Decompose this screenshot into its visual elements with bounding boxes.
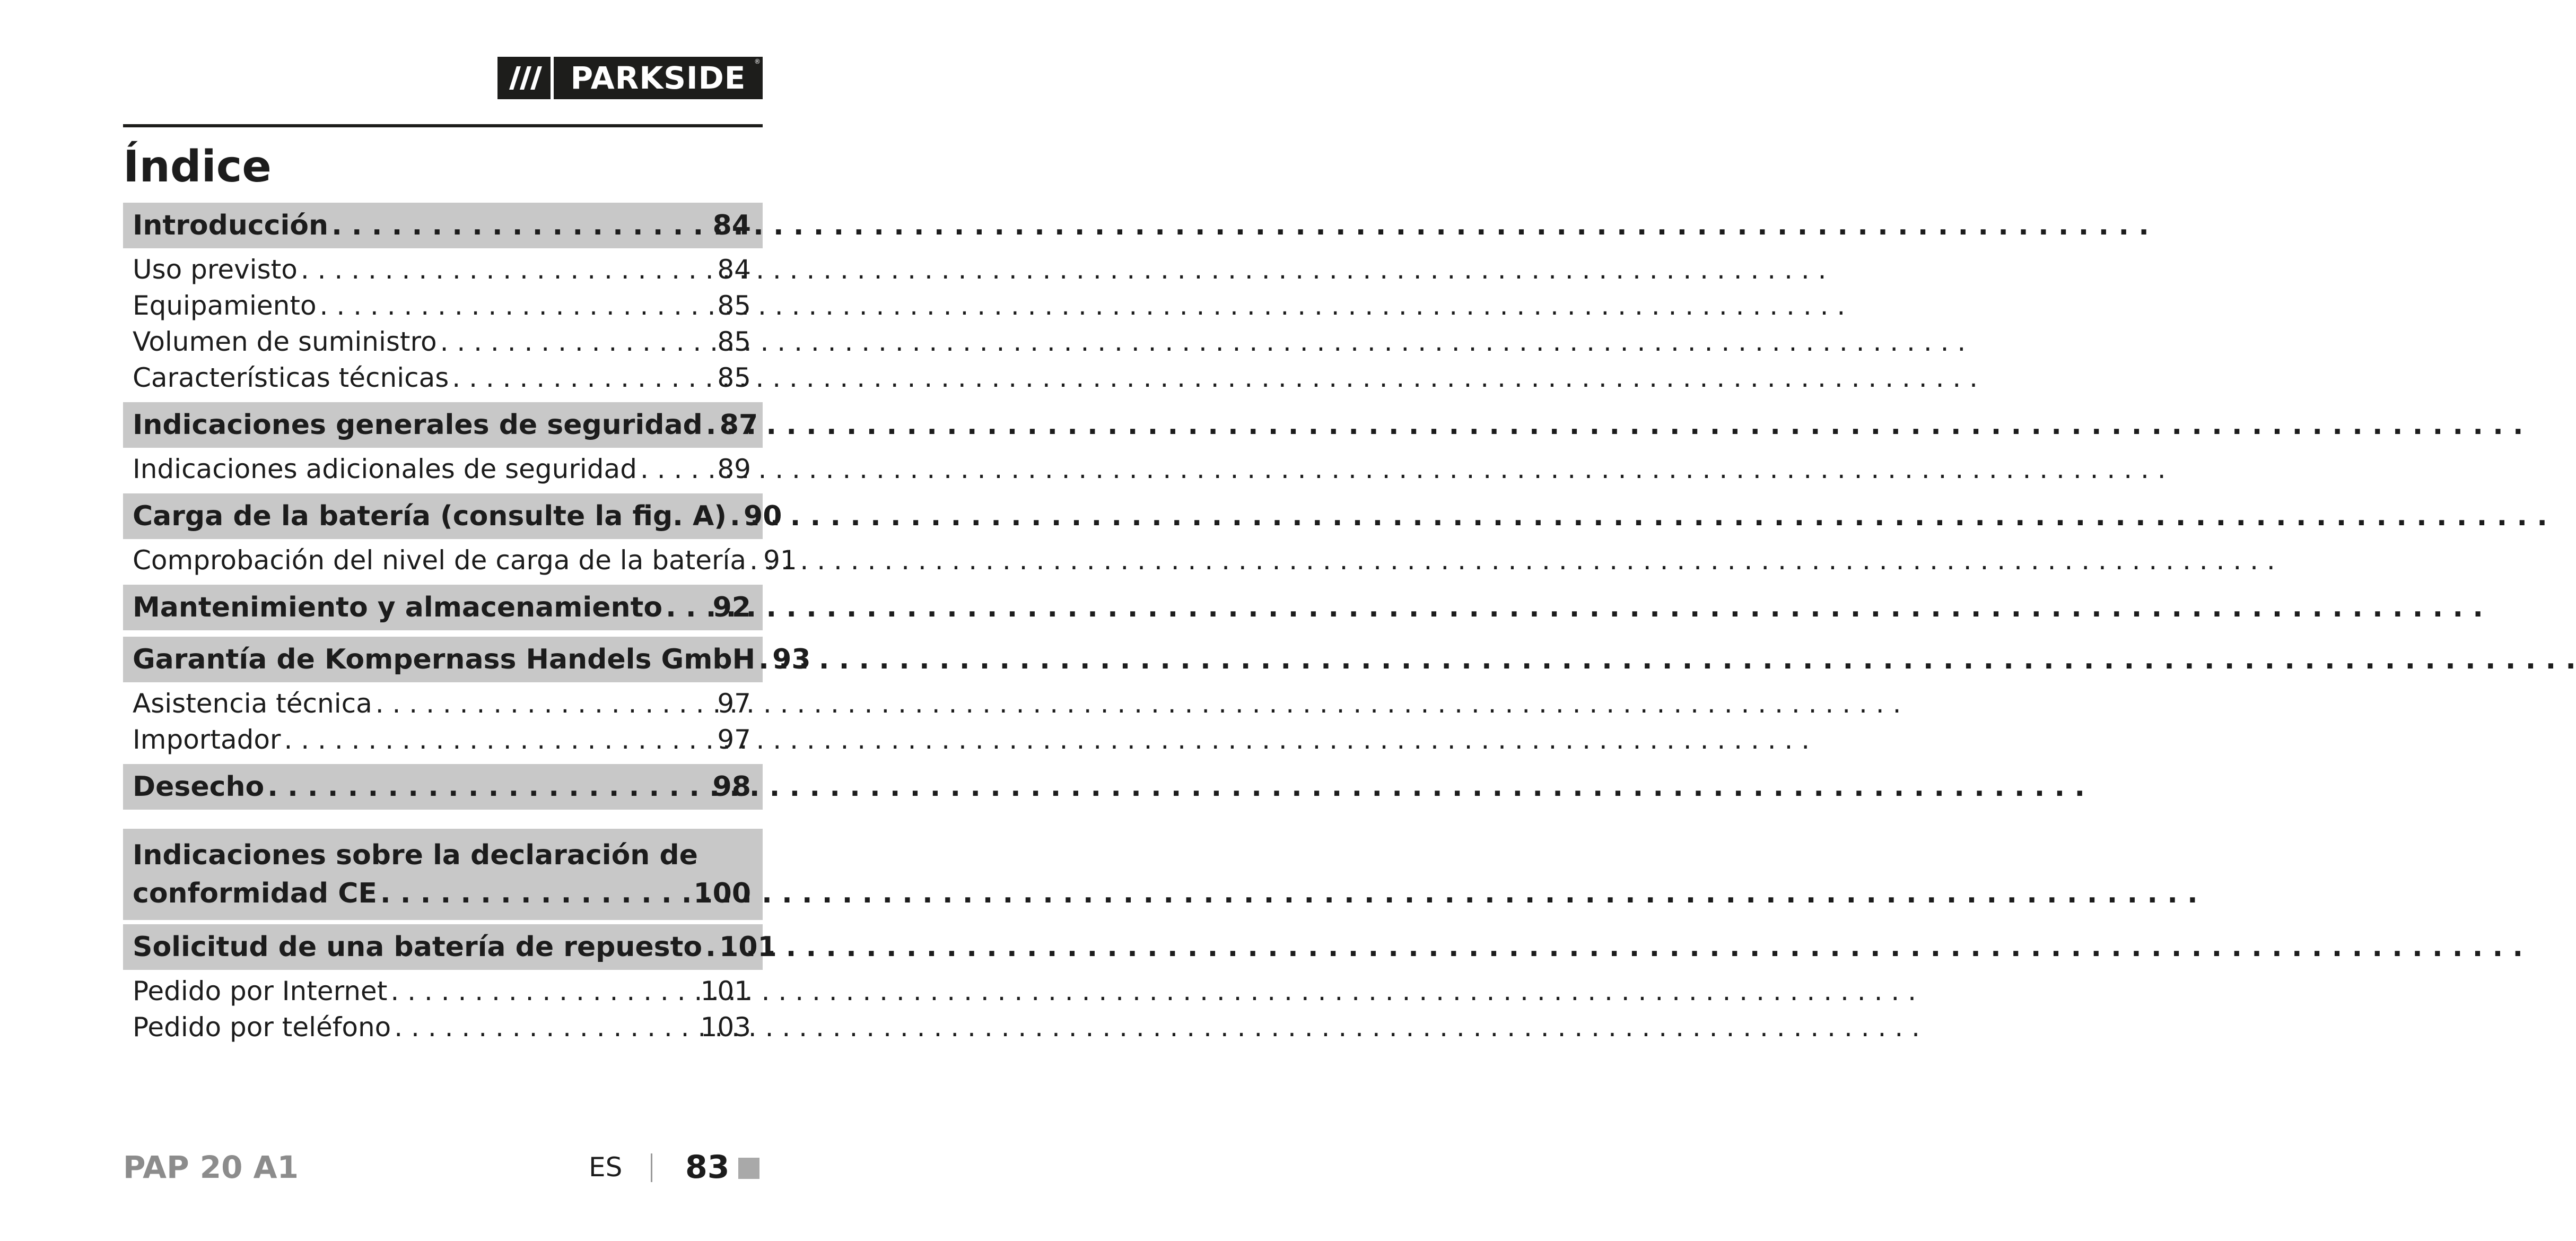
toc-section-title: Solicitud de una batería de repuesto [133, 931, 703, 963]
toc-leader-dots [703, 402, 717, 448]
toc-leader-dots [377, 874, 691, 913]
toc-leader-dots [387, 973, 697, 1009]
toc-page-number: 92 [712, 592, 751, 623]
toc-page-number: 97 [717, 724, 751, 755]
toc-leader-dots [264, 764, 709, 810]
toc-page-number: 100 [693, 878, 751, 909]
toc-page-number: 84 [712, 210, 751, 241]
table-of-contents [123, 203, 811, 1045]
toc-leader-dots [755, 637, 769, 682]
toc-section-title: Mantenimiento y almacenamiento [133, 592, 663, 623]
toc-leader-dots [449, 360, 714, 396]
toc-item-title: Pedido por teléfono [133, 1012, 391, 1043]
toc-leader-dots [746, 542, 760, 578]
logo-wordmark: PARKSIDE [570, 60, 746, 96]
toc-page-number: 103 [700, 1012, 751, 1043]
toc-leader-dots [372, 685, 714, 722]
toc-item-comprobacion-nivel-carga[interactable] [123, 542, 797, 578]
toc-item-title: Pedido por Internet [133, 976, 388, 1006]
toc-leader-dots [637, 451, 714, 487]
toc-page-number: 91 [763, 545, 797, 576]
toc-page-number: 87 [719, 409, 758, 441]
toc-leader-dots [317, 288, 714, 324]
toc-leader-dots [281, 722, 714, 758]
page-footer [123, 1146, 763, 1188]
footer-model-name: PAP 20 A1 [123, 1149, 299, 1185]
toc-section-title-line1: Indicaciones sobre la declaración de [133, 839, 698, 871]
toc-section-introduccion[interactable] [123, 203, 763, 248]
toc-leader-dots [391, 1009, 697, 1045]
toc-section-title-line2-row [133, 874, 751, 913]
toc-section-garantia[interactable] [123, 637, 811, 682]
toc-item-pedido-telefono[interactable] [123, 1009, 763, 1045]
toc-section-title: Introducción [133, 210, 329, 241]
toc-item-title: Equipamiento [133, 290, 317, 321]
toc-page-number: 101 [719, 931, 777, 963]
toc-section-declaracion-conformidad[interactable] [123, 829, 763, 920]
toc-item-title: Volumen de suministro [133, 326, 437, 357]
toc-leader-dots [298, 251, 714, 288]
logo-registered-mark: ® [754, 58, 761, 65]
toc-item-title: Características técnicas [133, 362, 449, 393]
toc-section-title: Garantía de Kompernass Handels GmbH [133, 644, 756, 675]
toc-page-number: 84 [717, 254, 751, 285]
toc-item-title: Indicaciones adicionales de seguridad [133, 454, 637, 484]
toc-item-volumen-de-suministro[interactable] [123, 324, 763, 360]
toc-page-number: 85 [717, 326, 751, 357]
toc-item-title: Uso previsto [133, 254, 298, 285]
toc-section-title: Carga de la batería (consulte la fig. A) [133, 500, 727, 532]
parkside-logo [497, 57, 763, 99]
toc-section-title: Desecho [133, 771, 265, 803]
toc-page-number: 85 [717, 290, 751, 321]
toc-section-solicitud-bateria[interactable] [123, 924, 777, 970]
toc-item-importador[interactable] [123, 722, 763, 758]
toc-item-equipamiento[interactable] [123, 288, 763, 324]
header-rule [123, 124, 763, 127]
toc-section-mantenimiento[interactable] [123, 585, 763, 630]
toc-leader-dots [727, 493, 740, 539]
toc-section-desecho[interactable] [123, 764, 763, 810]
toc-leader-dots [702, 924, 716, 970]
toc-item-asistencia-tecnica[interactable] [123, 685, 763, 722]
page-title: Índice [123, 142, 272, 192]
logo-slashes-icon [497, 57, 551, 99]
toc-page-number: 90 [744, 500, 782, 532]
toc-leader-dots [437, 324, 714, 360]
toc-item-title: Comprobación del nivel de carga de la batería [133, 545, 747, 576]
toc-page-number: 85 [717, 362, 751, 393]
toc-page-number: 98 [712, 771, 751, 803]
toc-item-uso-previsto[interactable] [123, 251, 763, 288]
toc-item-indicaciones-adicionales[interactable] [123, 451, 763, 487]
toc-leader-dots [328, 203, 710, 248]
toc-section-title: Indicaciones generales de seguridad [133, 409, 703, 441]
footer-separator [651, 1153, 652, 1182]
toc-page-number: 101 [700, 976, 751, 1006]
footer-language-code: ES [589, 1152, 623, 1183]
footer-page-number: 83 [685, 1149, 730, 1186]
toc-item-caracteristicas-tecnicas[interactable] [123, 360, 763, 396]
toc-page-number: 89 [717, 454, 751, 484]
toc-section-carga-bateria[interactable] [123, 493, 782, 539]
toc-section-indicaciones-generales[interactable] [123, 402, 763, 448]
toc-leader-dots [662, 585, 710, 630]
toc-item-pedido-internet[interactable] [123, 973, 763, 1009]
footer-square-icon [738, 1158, 759, 1179]
toc-page-number: 93 [772, 644, 811, 675]
toc-section-title-line2: conformidad CE [133, 878, 377, 909]
toc-item-title: Asistencia técnica [133, 688, 372, 719]
toc-page-number: 97 [717, 688, 751, 719]
toc-item-title: Importador [133, 724, 281, 755]
